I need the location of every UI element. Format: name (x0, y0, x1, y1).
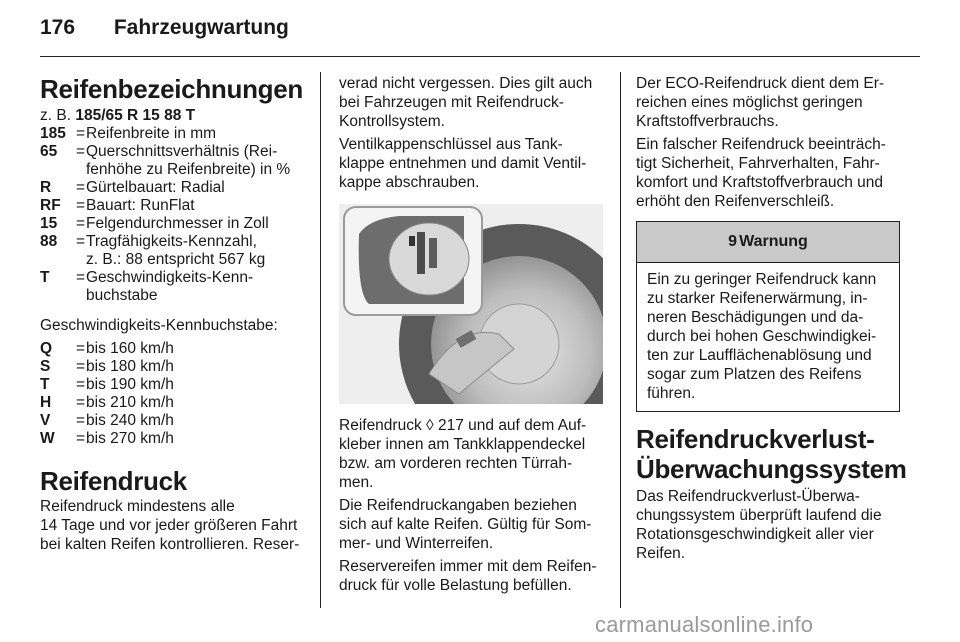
definition-row (40, 430, 306, 448)
equals-sign: = (76, 197, 86, 214)
heading-pressure-monitoring (636, 424, 907, 484)
description-line: fenhöhe zu Reifenbreite) in % (86, 161, 291, 178)
column-2 (339, 74, 603, 595)
text-line: klappe entnehmen und damit Ventil- (339, 155, 587, 172)
definition-row (40, 394, 306, 412)
watermark: carmanualsonline.info (595, 612, 814, 637)
code-key: T (40, 269, 50, 286)
definition-row (40, 143, 306, 179)
code-key: V (40, 412, 51, 429)
code-description (86, 215, 306, 233)
equals-sign: = (76, 269, 86, 286)
text-line: sich auf kalte Reifen. Gültig für Som- (339, 516, 592, 533)
equals-sign: = (76, 394, 86, 411)
text-line: Kraftstoffverbrauchs. (636, 113, 779, 130)
description-line: Reifenbreite in mm (86, 125, 217, 142)
paragraph-valve-cap (339, 135, 603, 192)
warning-body (637, 263, 899, 411)
code-key: RF (40, 197, 61, 214)
code-description (86, 269, 306, 305)
speed-code-list (40, 340, 306, 448)
text-line: mer- und Winterreifen. (339, 535, 494, 552)
code-key: W (40, 430, 55, 447)
text-line: 14 Tage und vor jeder größeren Fahrt (40, 517, 298, 534)
text-line: sogar zum Platzen des Reifens (647, 366, 862, 383)
warning-icon: 9 (728, 233, 738, 250)
equals-sign: = (76, 430, 86, 447)
equals-sign: = (76, 376, 86, 393)
text-line: bzw. am vorderen rechten Türrah- (339, 455, 573, 472)
definition-row (40, 340, 306, 358)
illustration-svg (339, 204, 603, 404)
tire-valve-illustration (339, 204, 603, 404)
text-line: ten zur Laufflächenablösung und (647, 347, 872, 364)
paragraph-full-load (339, 557, 603, 595)
equals-sign: = (76, 179, 86, 196)
definition-row (40, 412, 306, 430)
code-description (86, 143, 306, 179)
description-line: Gürtelbauart: Radial (86, 179, 225, 196)
text-line: reichen eines möglichst geringen (636, 94, 863, 111)
code-description: bis 270 km/h (86, 430, 174, 447)
text-line: Reservereifen immer mit dem Reifen- (339, 558, 597, 575)
code-key: H (40, 394, 52, 411)
description-line: Tragfähigkeits-Kennzahl, (86, 233, 257, 250)
equals-sign: = (76, 412, 86, 429)
text-line: kleber innen am Tankklappendeckel (339, 436, 586, 453)
heading-tire-pressure: Reifendruck (40, 466, 187, 496)
section-title: Fahrzeugwartung (113, 16, 289, 39)
column-divider-1 (320, 72, 321, 608)
header-rule (40, 56, 920, 57)
page-header (40, 16, 289, 40)
equals-sign: = (76, 233, 86, 250)
definition-row (40, 269, 306, 305)
valve-key-shape (417, 232, 425, 274)
definition-row (40, 358, 306, 376)
code-key: Q (40, 340, 53, 357)
equals-sign: = (76, 143, 86, 160)
text-line: erhöht den Reifenverschleiß. (636, 193, 835, 210)
text-line: Ventilkappenschlüssel aus Tank- (339, 136, 563, 153)
speed-label: Geschwindigkeits-Kennbuchstabe: (40, 317, 278, 334)
text-line: komfort und Kraftstoffverbrauch und (636, 174, 883, 191)
equals-sign: = (76, 125, 86, 142)
paragraph-monitoring-system (636, 487, 900, 563)
code-key: R (40, 179, 52, 196)
definition-row (40, 376, 306, 394)
text-line: durch bei hohen Geschwindigkei- (647, 328, 877, 345)
example-prefix: z. B. (40, 107, 72, 124)
definition-row (40, 179, 306, 197)
text-line: zu starker Reifenerwärmung, in- (647, 290, 868, 307)
heading-tire-designations: Reifenbezeichnungen (40, 74, 303, 104)
code-description: bis 190 km/h (86, 376, 174, 393)
text-line: druck für volle Belastung befüllen. (339, 577, 572, 594)
text-line: führen. (647, 385, 696, 402)
text-line: Ein zu geringer Reifendruck kann (647, 271, 877, 288)
paragraph-cold-tires (339, 496, 603, 553)
code-description (86, 233, 306, 269)
text-line: bei Fahrzeugen mit Reifendruck- (339, 94, 564, 111)
text-line: Reifendruck mindestens alle (40, 498, 235, 515)
definition-row (40, 197, 306, 215)
code-description: bis 160 km/h (86, 340, 174, 357)
description-line: Felgendurchmesser in Zoll (86, 215, 269, 232)
text-line: kappe abschrauben. (339, 174, 480, 191)
text-line: neren Beschädigungen und da- (647, 309, 864, 326)
tire-code-list (40, 125, 306, 305)
definition-row (40, 233, 306, 269)
text-line: Reifendruck ◊ 217 und auf dem Auf- (339, 417, 587, 434)
code-key: 185 (40, 125, 66, 142)
column-3 (636, 74, 907, 563)
code-description: bis 180 km/h (86, 358, 174, 375)
tire-pressure-paragraph (40, 497, 306, 554)
text-line: bei kalten Reifen kontrollieren. Reser- (40, 536, 300, 553)
page-number: 176 (40, 16, 76, 39)
warning-header (637, 222, 899, 263)
description-line: Geschwindigkeits-Kenn- (86, 269, 254, 286)
column-divider-2 (620, 72, 621, 608)
text-line: Reifen. (636, 545, 686, 562)
code-key: 88 (40, 233, 58, 250)
code-description: bis 240 km/h (86, 412, 174, 429)
text-line: tigt Sicherheit, Fahrverhalten, Fahr- (636, 155, 880, 172)
paragraph-spare-wheel (339, 74, 603, 131)
text-line: chungssystem überprüft laufend die (636, 507, 882, 524)
warning-box (636, 221, 900, 412)
definition-row (40, 215, 306, 233)
code-description (86, 197, 306, 215)
warning-title: Warnung (739, 233, 808, 250)
paragraph-eco-pressure (636, 74, 900, 131)
description-line: z. B.: 88 entspricht 567 kg (86, 251, 266, 268)
text-line: Überwachungssystem (636, 454, 907, 484)
text-line: Ein falscher Reifendruck beeinträch- (636, 136, 886, 153)
code-description (86, 125, 306, 143)
text-line: Die Reifendruckangaben beziehen (339, 497, 577, 514)
text-line: Kontrollsystem. (339, 113, 445, 130)
description-line: Bauart: RunFlat (86, 197, 195, 214)
equals-sign: = (76, 340, 86, 357)
definition-row (40, 125, 306, 143)
text-line: Das Reifendruckverlust-Überwa- (636, 488, 860, 505)
description-line: Querschnittsverhältnis (Rei- (86, 143, 278, 160)
description-line: buchstabe (86, 287, 158, 304)
paragraph-wrong-pressure (636, 135, 900, 211)
code-key: T (40, 376, 50, 393)
code-key: S (40, 358, 51, 375)
equals-sign: = (76, 358, 86, 375)
text-line: verad nicht vergessen. Dies gilt auch (339, 75, 593, 92)
text-line: Rotationsgeschwindigkeit aller vier (636, 526, 874, 543)
text-line: Reifendruckverlust- (636, 424, 875, 454)
code-key: 65 (40, 143, 58, 160)
example-code: 185/65 R 15 88 T (75, 107, 196, 124)
example-line (40, 106, 306, 125)
column-1 (40, 74, 306, 554)
code-description (86, 179, 306, 197)
text-line: men. (339, 474, 374, 491)
equals-sign: = (76, 215, 86, 232)
code-key: 15 (40, 215, 58, 232)
paragraph-pressure-label (339, 416, 603, 492)
text-line: Der ECO-Reifendruck dient dem Er- (636, 75, 885, 92)
code-description: bis 210 km/h (86, 394, 174, 411)
